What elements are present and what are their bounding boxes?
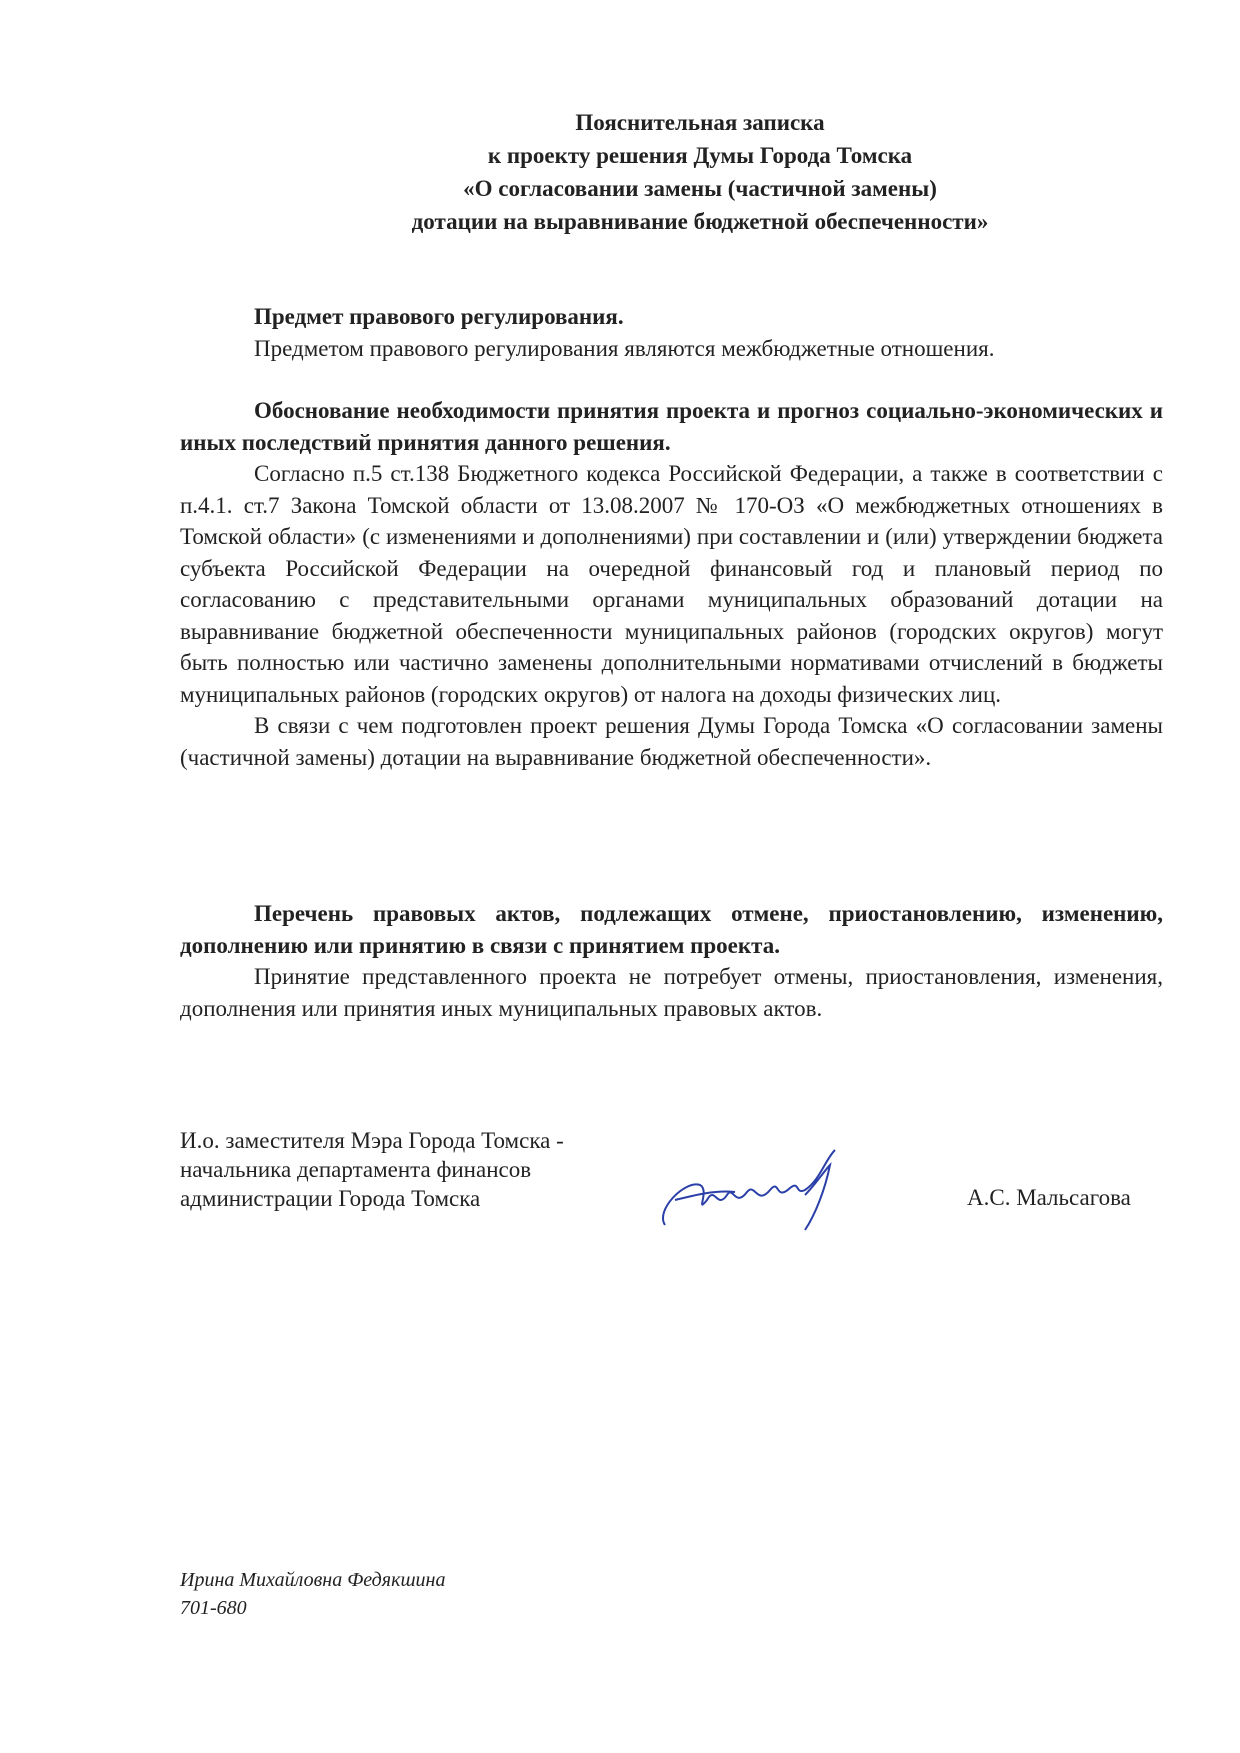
document-title [0,106,1240,238]
section-legal-acts [180,898,1163,1024]
section-heading: Перечень правовых актов, подлежащих отмене, приостановлению, изменению, дополнению или принятию в связи с принятием проекта. [180,901,1163,958]
title-line: «О согласовании замены (частичной замены) [463,176,937,201]
signatory-name: А.С. Мальсагова [967,1185,1131,1210]
section-body: Предметом правового регулирования являются межбюджетные отношения. [254,335,995,361]
title-line: дотации на выравнивание бюджетной обеспеченности» [411,209,989,234]
position-line: начальника департамента финансов [180,1157,532,1182]
executor-info [180,1566,445,1622]
section-heading: Обоснование необходимости принятия проекта и прогноз социально-экономических и иных последствий принятия данного решения. [180,398,1163,455]
executor-phone: 701-680 [180,1597,247,1619]
signatory-position [180,1126,564,1213]
title-line: к проекту решения Думы Города Томска [487,143,913,168]
section-subject [180,301,1163,364]
position-line: И.о. заместителя Мэра Города Томска - [180,1128,564,1153]
section-heading: Предмет правового регулирования. [254,304,624,329]
title-line: Пояснительная записка [575,110,825,135]
section-body: Принятие представленного проекта не потребует отмены, приостановления, изменения, дополнения или принятия иных муниципальных правовых актов. [180,964,1163,1021]
position-line: администрации Города Томска [180,1186,481,1211]
section-justification [180,395,1163,773]
section-paragraph: Согласно п.5 ст.138 Бюджетного кодекса Российской Федерации, а также в соответствии с п.4.1. ст.7 Закона Томской области от 13.08.2007 № 170-ОЗ «О межбюджетных отношениях в Томской области» (с изменениями и дополнениями) при составлении и (или) утверждении бюджета субъекта Российской Федерации на очередной финансовый год и плановый период по согласованию с представительными органами муниципальных образований дотации на выравнивание бюджетной обеспеченности муниципальных районов (городских округов) могут быть полностью или частично заменены дополнительными нормативами отчислений в бюджеты муниципальных районов (городских округов) от налога на доходы физических лиц. [180,461,1163,707]
section-paragraph: В связи с чем подготовлен проект решения Думы Города Томска «О согласовании замены (частичной замены) дотации на выравнивание бюджетной обеспеченности». [180,713,1163,770]
handwritten-signature [655,1140,885,1240]
executor-name: Ирина Михайловна Федякшина [180,1569,446,1591]
